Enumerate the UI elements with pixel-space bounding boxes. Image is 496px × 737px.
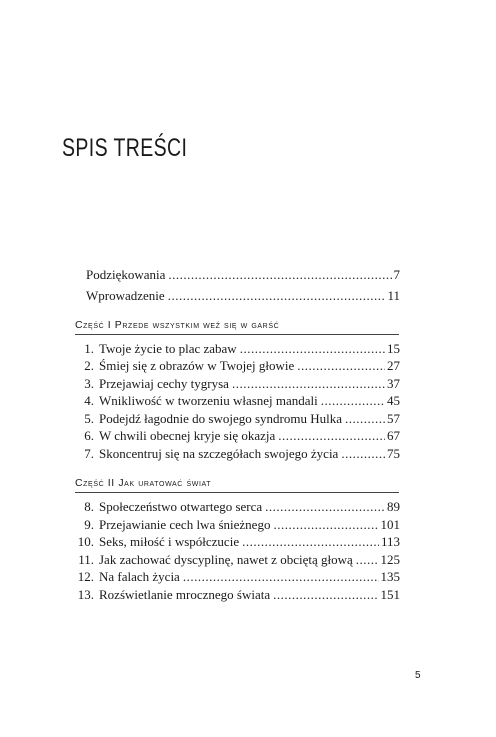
toc-leader-dots <box>345 410 385 427</box>
toc-entry-page: 101 <box>380 517 400 532</box>
part-heading: Część I Przede wszystkim weź się w garść <box>75 319 280 331</box>
chapter-number: 9. <box>84 517 94 532</box>
toc-entry-label: Przejawianie cech lwa śnieżnego <box>99 517 271 532</box>
toc-entry-page: 7 <box>393 267 400 282</box>
chapter-number: 11. <box>78 552 94 567</box>
part-heading: Część II Jak uratować świat <box>75 477 212 489</box>
toc-entry-label: Jak zachować dyscyplinę, nawet z obciętą głową <box>99 552 353 567</box>
toc-leader-dots <box>297 357 385 374</box>
toc-entry-chapter-3[interactable] <box>75 375 400 392</box>
chapter-number: 5. <box>84 411 94 426</box>
chapter-number: 12. <box>77 569 94 584</box>
toc-leader-dots <box>168 287 386 304</box>
toc-leader-dots <box>321 392 385 409</box>
toc-entry-label: Wnikliwość w tworzeniu własnej mandali <box>99 393 318 408</box>
toc-entry-chapter-4[interactable] <box>75 392 400 409</box>
toc-entry-page: 15 <box>387 341 400 356</box>
toc-leader-dots <box>273 516 378 533</box>
toc-entry-page: 113 <box>380 534 400 549</box>
toc-entry-page: 45 <box>387 393 400 408</box>
toc-leader-dots <box>356 551 379 568</box>
toc-entry-page: 57 <box>387 411 400 426</box>
chapter-number: 8. <box>84 499 94 514</box>
toc-entry-label: Wprowadzenie <box>86 288 165 303</box>
toc-entry-page: 125 <box>380 552 400 567</box>
chapter-number: 1. <box>84 341 94 356</box>
toc-entry-label: Śmiej się z obrazów w Twojej głowie <box>99 358 295 373</box>
toc-entry-chapter-12[interactable] <box>75 568 400 585</box>
toc-entry-label: W chwili obecnej kryje się okazja <box>99 428 276 443</box>
toc-entry-page: 89 <box>387 499 400 514</box>
toc-entry-chapter-1[interactable] <box>75 340 400 357</box>
toc-entry-page: 37 <box>387 376 400 391</box>
toc-entry-introduction[interactable] <box>86 287 400 304</box>
toc-entry-label: Przejawiaj cechy tygrysa <box>99 376 229 391</box>
toc-entry-page: 11 <box>387 288 400 303</box>
toc-entry-chapter-8[interactable] <box>75 498 400 515</box>
toc-entry-label: Rozświetlanie mrocznego świata <box>99 587 271 602</box>
toc-title: SPIS TREŚCI <box>62 134 188 162</box>
toc-entry-label: Twoje życie to plac zabaw <box>99 341 237 356</box>
chapter-number: 3. <box>84 376 94 391</box>
chapter-number: 13. <box>77 587 94 602</box>
toc-leader-dots <box>265 498 385 515</box>
toc-entry-page: 27 <box>387 358 400 373</box>
toc-leader-dots <box>240 340 385 357</box>
toc-leader-dots <box>168 266 391 283</box>
toc-entry-chapter-5[interactable] <box>75 410 400 427</box>
toc-entry-chapter-2[interactable] <box>75 357 400 374</box>
toc-entry-label: Społeczeństwo otwartego serca <box>99 499 263 514</box>
toc-leader-dots <box>242 533 379 550</box>
chapter-number: 10. <box>77 534 94 549</box>
toc-leader-dots <box>232 375 385 392</box>
toc-entry-chapter-9[interactable] <box>75 516 400 533</box>
toc-entry-chapter-13[interactable] <box>75 586 400 603</box>
toc-entry-page: 151 <box>380 587 400 602</box>
toc-leader-dots <box>273 586 378 603</box>
toc-entry-acknowledgements[interactable] <box>86 266 400 283</box>
toc-entry-page: 75 <box>387 446 400 461</box>
toc-entry-chapter-6[interactable] <box>75 427 400 444</box>
toc-entry-chapter-11[interactable] <box>75 551 400 568</box>
toc-entry-chapter-7[interactable] <box>75 445 400 462</box>
toc-leader-dots <box>183 568 379 585</box>
toc-leader-dots <box>278 427 385 444</box>
part-divider <box>75 334 399 335</box>
toc-entry-page: 135 <box>380 569 400 584</box>
toc-entry-label: Skoncentruj się na szczegółach swojego życia <box>99 446 339 461</box>
toc-entry-label: Podejdź łagodnie do swojego syndromu Hulka <box>99 411 342 426</box>
toc-entry-label: Na falach życia <box>99 569 180 584</box>
toc-leader-dots <box>341 445 385 462</box>
toc-entry-label: Podziękowania <box>86 267 166 282</box>
page-number: 5 <box>415 670 421 681</box>
toc-entry-label: Seks, miłość i współczucie <box>99 534 240 549</box>
chapter-number: 6. <box>84 428 94 443</box>
part-divider <box>75 492 399 493</box>
toc-entry-chapter-10[interactable] <box>75 533 400 550</box>
toc-entry-page: 67 <box>387 428 400 443</box>
chapter-number: 7. <box>84 446 94 461</box>
chapter-number: 4. <box>84 393 94 408</box>
chapter-number: 2. <box>84 358 94 373</box>
